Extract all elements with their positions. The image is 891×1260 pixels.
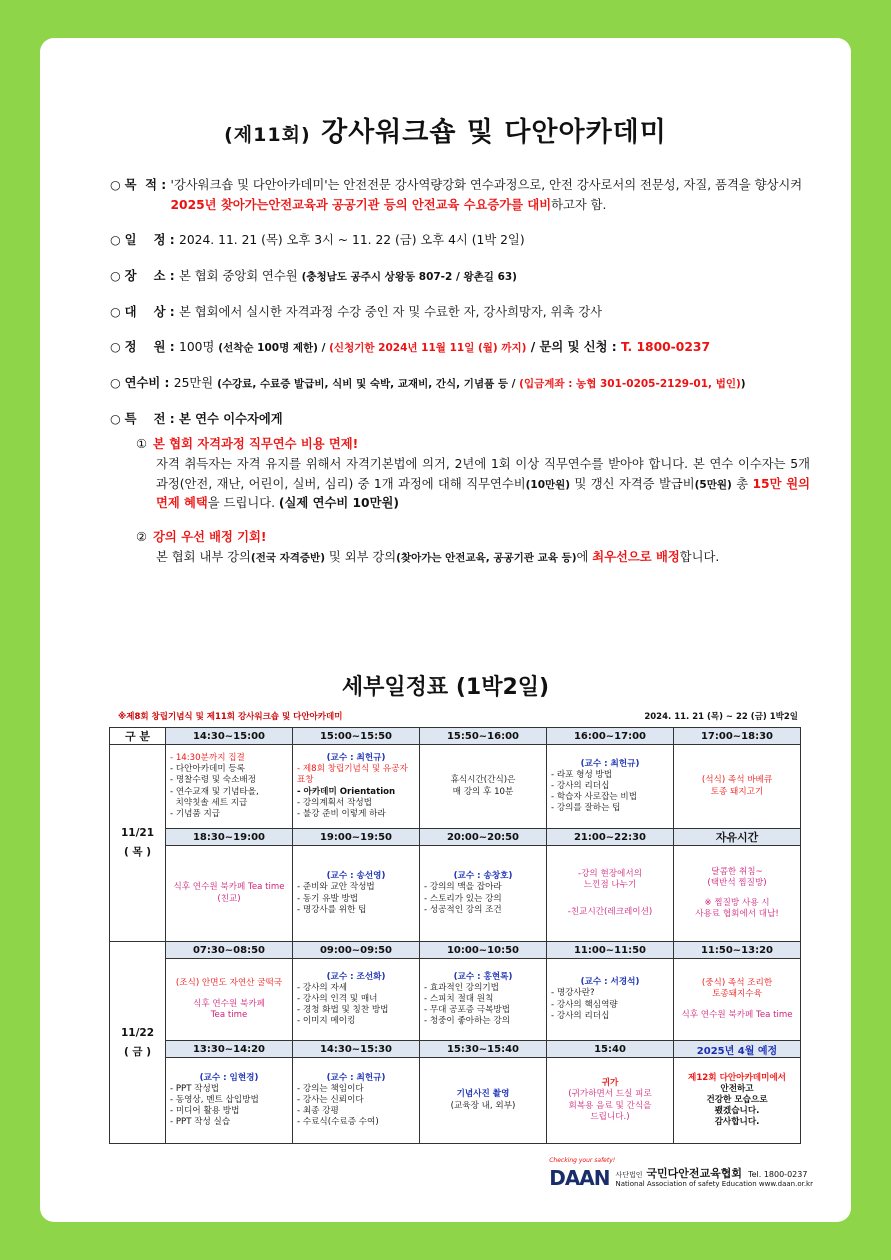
org-prefix: 사단법인 (615, 1170, 643, 1179)
session-line: (친교) (217, 893, 241, 904)
session-line: - 강의를 잘하는 팁 (551, 803, 621, 814)
target-label: ○ 대 상 : (110, 303, 179, 323)
session-line: - PPT 작성법 (170, 1083, 220, 1094)
day2-date: 11/22 (120, 1026, 155, 1039)
session-line: 기념사진 촬영 (456, 1089, 510, 1100)
date-label: ○ 일 정 : (110, 231, 179, 251)
time-header: 15:00~15:50 (293, 728, 420, 745)
session-line: 식후 연수원 북카페 (193, 998, 265, 1009)
session-line: - 경청 화법 및 칭찬 방법 (297, 1005, 389, 1016)
session-line: - PPT 작성 실습 (170, 1117, 231, 1128)
perk-2-text-d: 합니다. (679, 549, 720, 564)
session-line: - 이미지 메이킹 (297, 1016, 356, 1027)
capacity-note: (선착순 100명 제한) / (218, 342, 330, 355)
time-header: 13:30~14:20 (166, 1041, 293, 1058)
perk-2-title: 강의 우선 배정 기회! (153, 530, 267, 545)
session-line: -강의 현장에서의 (578, 868, 642, 879)
session-cell (293, 745, 420, 829)
logo-tagline: Checking your safety! (549, 1157, 616, 1164)
day2-weekday: ( 금 ) (123, 1045, 152, 1058)
daan-logo (549, 1157, 616, 1190)
fee-body (174, 374, 810, 394)
caption-dates: 2024. 11. 21 (목) ~ 22 (금) 1박2일 (644, 712, 798, 722)
perk-1-text (156, 455, 810, 514)
day1-cell (110, 745, 166, 942)
perk-1-text-c: 총 (731, 476, 753, 491)
capacity-body (179, 338, 810, 358)
session-line: - 스토리가 있는 강의 (424, 893, 502, 904)
session-cell (674, 1058, 801, 1144)
session-line: - 라포 형성 방법 (551, 769, 613, 780)
session-line: 식후 연수원 북카페 Tea time (173, 882, 285, 893)
session-cell (293, 1058, 420, 1144)
session-line: 달콤한 취침~ (711, 867, 763, 878)
perk-2-text-b: 및 외부 강의 (325, 549, 397, 564)
time-header: 21:00~22:30 (547, 829, 674, 846)
session-line: - 강사의 인격 및 매너 (297, 993, 378, 1004)
session-line: - 아카데미 Orientation (297, 786, 396, 797)
division-header: 구 분 (110, 728, 166, 745)
fee-close: ) (740, 378, 746, 391)
day1-weekday: ( 목 ) (123, 846, 152, 858)
perk-label: ○ 특 전 : (110, 410, 179, 430)
session-cell (420, 745, 547, 829)
footer (549, 1157, 813, 1190)
session-line: 매 강의 후 10분 (452, 786, 514, 797)
session-line: (교육장 내, 외부) (450, 1100, 516, 1111)
session-line: (택반석 찜질방) (707, 878, 767, 889)
perk-1-actual-fee: (실제 연수비 10만원) (278, 496, 399, 511)
session-line: - 명강사를 위한 팁 (297, 904, 367, 915)
session-cell (166, 846, 293, 942)
purpose-item (110, 176, 810, 215)
session-line: 토종돼지수육 (712, 988, 762, 999)
time-header: 2025년 4월 예정 (674, 1041, 801, 1058)
org-website: www.daan.or.kr (758, 1180, 813, 1189)
perk-2-number: ② (136, 530, 148, 545)
perk-item (110, 410, 810, 430)
org-tel: Tel. 1800-0237 (748, 1169, 808, 1179)
session-line: 사용료 협회에서 대납! (695, 908, 779, 919)
session-line: - 강의의 맥을 잡아라 (424, 882, 502, 893)
perk-2-text-c: 에 (576, 549, 593, 564)
caption-event: ※제8회 창립기념식 및 제11회 강사워크숍 및 다안아카데미 (118, 712, 343, 722)
place-text: 본 협회 중앙회 연수원 (179, 269, 302, 284)
session-line: - 강사의 리더십 (551, 1010, 610, 1021)
session-line: 휴식시간(간식)은 (450, 775, 516, 786)
time-header: 09:00~09:50 (293, 942, 420, 959)
session-line: 감사합니다. (714, 1117, 760, 1128)
session-line: 뵀겠습니다. (714, 1106, 760, 1117)
session-line: - 미디어 활용 방법 (170, 1106, 240, 1117)
fee-label: ○ 연수비 : (110, 374, 174, 394)
perk-2-heading (136, 528, 810, 548)
time-header: 19:00~19:50 (293, 829, 420, 846)
session-line: - 스피치 절대 원칙 (424, 993, 494, 1004)
schedule-table (109, 727, 801, 1144)
session-line: Tea time (210, 1010, 248, 1021)
session-cell (420, 1058, 547, 1144)
session-line: - 명찰수령 및 숙소배정 (170, 775, 257, 786)
contact-phone: T. 1800-0237 (620, 340, 711, 355)
capacity-text: 100명 (179, 340, 219, 355)
session-line: - 강사의 핵심역량 (551, 999, 618, 1010)
session-line: - 동영상, 멘트 삽입방법 (170, 1094, 259, 1105)
session-cell (420, 959, 547, 1041)
perk-2-highlight: 최우선으로 배정 (592, 549, 680, 564)
table-row (110, 745, 801, 829)
session-line: 토종 돼지고기 (710, 786, 764, 797)
session-line: - 제8회 창립기념식 및 유공자 표창 (297, 764, 408, 786)
session-cell (293, 959, 420, 1041)
place-body (179, 267, 810, 287)
session-line: (석식) 족석 바베큐 (701, 775, 773, 786)
page-title (40, 110, 851, 149)
perk-1-highlight: 15만 원의 면제 혜택 (156, 476, 810, 511)
session-cell (293, 846, 420, 942)
target-item (110, 303, 810, 323)
date-item (110, 231, 810, 251)
table-row (110, 959, 801, 1041)
session-line: - 동기 유발 방법 (297, 893, 359, 904)
schedule-title: 세부일정표 (1박2일) (341, 675, 550, 700)
day1-date: 11/21 (120, 827, 155, 840)
title-main: 강사워크숍 및 다안아카데미 (321, 117, 667, 148)
fee-text: 25만원 (173, 376, 218, 391)
session-line: ※ 찜질방 사용 시 (704, 897, 770, 908)
org-name: 국민다안전교육협회 (646, 1166, 743, 1180)
time-header: 11:00~11:50 (547, 942, 674, 959)
session-line: -친교시간(레크레이션) (567, 907, 653, 918)
perk-1-text-b: 및 갱신 자격증 발급비 (570, 476, 695, 491)
instructor-label: (교수 : 송선영) (326, 871, 386, 882)
time-header: 14:30~15:00 (166, 728, 293, 745)
instructor-label: (교수 : 임현경) (199, 1072, 259, 1083)
session-line: - 14:30분까지 집결 (170, 752, 245, 763)
session-line: 회복용 음료 및 간식을 (568, 1100, 652, 1111)
capacity-label: ○ 정 원 : (110, 338, 179, 358)
time-header: 11:50~13:20 (674, 942, 801, 959)
table-row (110, 1058, 801, 1144)
time-header: 15:50~16:00 (420, 728, 547, 745)
perk-1-text-d: 을 드립니다. (207, 496, 279, 511)
session-cell (420, 846, 547, 942)
purpose-body (170, 176, 810, 215)
title-prefix: (제11회) (224, 124, 311, 146)
perk-1-amount-a: (10만원) (525, 478, 571, 491)
time-header: 20:00~20:50 (420, 829, 547, 846)
session-line: - 기념품 지급 (170, 808, 221, 819)
instructor-label: (교수 : 홍현록) (453, 971, 513, 982)
session-cell (547, 1058, 674, 1144)
place-address: (충청남도 공주시 상왕동 807-2 / 왕촌길 63) (301, 271, 517, 284)
session-line: - 명강사란? (551, 988, 595, 999)
instructor-label: (교수 : 최헌규) (326, 752, 386, 763)
session-line: - 최종 강평 (297, 1106, 339, 1117)
instructor-label: (교수 : 최헌규) (580, 758, 640, 769)
session-line: - 강의계획서 작성법 (297, 797, 372, 808)
time-header: 자유시간 (674, 829, 801, 846)
purpose-label: ○ 목 적 : (110, 176, 170, 215)
perk-2-text (156, 548, 810, 568)
capacity-deadline: (신청기한 2024년 11월 11일 (월) 까지) (329, 342, 527, 355)
session-line: - 수료식(수료증 수여) (297, 1117, 379, 1128)
session-line: - 준비와 교안 작성법 (297, 882, 375, 893)
target-text: 본 협회에서 실시한 자격과정 수강 중인 자 및 수료한 자, 강사희망자, 위촉 강사 (179, 304, 602, 319)
time-header: 15:30~15:40 (420, 1041, 547, 1058)
perk-1 (136, 435, 810, 514)
session-line: - 효과적인 강의기법 (424, 982, 499, 993)
perk-1-title: 본 협회 자격과정 직무연수 비용 면제! (153, 437, 359, 452)
perk-2-note-b: (찾아가는 안전교육, 공공기관 교육 등) (396, 551, 577, 564)
session-line: - 학습자 사로잡는 비법 (551, 792, 638, 803)
logo-text: DAAN (549, 1166, 610, 1190)
session-line: 건강한 모습으로 (706, 1094, 768, 1105)
session-line: (조식) 안면도 자연산 굴떡국 (175, 977, 283, 988)
session-line: - 강사의 리더십 (551, 780, 610, 791)
purpose-text-end: 하고자 함. (551, 197, 607, 212)
day2-cell (110, 942, 166, 1144)
fee-includes: (수강료, 수료증 발급비, 식비 및 숙박, 교재비, 간식, 기념품 등 / (217, 378, 520, 391)
header-row (110, 1041, 801, 1058)
session-cell (166, 1058, 293, 1144)
date-text: 2024. 11. 21 (목) 오후 3시 ~ 11. 22 (금) 오후 4시 (1박 2일) (179, 233, 525, 248)
session-cell (547, 745, 674, 829)
perk-1-heading (136, 435, 810, 455)
instructor-label: (교수 : 최헌규) (326, 1072, 386, 1083)
perk-1-text-a: 자격 취득자는 자격 유지를 위해서 자격기본법에 의거, 2년에 1회 이상 직무연수를 받아야 합니다. 본 연수 이수자는 5개 과정(안전, 재난, 어린이, 실버, 심리) 중 1개 과정에 대해 직무연수비 (156, 457, 810, 491)
session-line: - 불강 준비 이렇게 하라 (297, 808, 386, 819)
session-cell (547, 846, 674, 942)
time-header: 18:30~19:00 (166, 829, 293, 846)
session-line: 안전하고 (720, 1083, 754, 1094)
purpose-text: '강사워크숍 및 다안아카데미'는 안전전문 강사역량강화 연수과정으로, 안전 강사로서의 전문성, 자질, 품격을 향상시켜 (170, 178, 803, 192)
perk-2 (136, 528, 810, 567)
contact-label: / 문의 및 신청 : (526, 340, 621, 355)
session-line: (귀가하면서 드실 피로 (568, 1089, 652, 1100)
time-header: 15:40 (547, 1041, 674, 1058)
session-line: - 강사의 자세 (297, 982, 348, 993)
table-row (110, 846, 801, 942)
document-page (40, 38, 851, 1222)
session-cell (166, 745, 293, 829)
session-line: (중식) 족석 조리한 (701, 977, 773, 988)
perk-1-number: ① (136, 437, 148, 452)
header-row-day1 (110, 728, 801, 745)
session-cell (166, 959, 293, 1041)
session-line: 귀가 (601, 1078, 619, 1089)
capacity-item (110, 338, 810, 358)
time-header: 10:00~10:50 (420, 942, 547, 959)
purpose-highlight: 2025년 찾아가는안전교육과 공공기관 등의 안전교육 수요증가를 대비 (170, 197, 552, 212)
time-header: 17:00~18:30 (674, 728, 801, 745)
session-line: - 강사는 신뢰이다 (297, 1094, 364, 1105)
org-english: National Association of safety Education (615, 1180, 757, 1189)
session-line: 제12회 다안아카데미에서 (688, 1072, 786, 1083)
session-line: 식후 연수원 북카페 Tea time (681, 1010, 793, 1021)
schedule-caption (118, 710, 798, 722)
session-line: - 다안아카데미 등록 (170, 764, 245, 775)
instructor-label: (교수 : 서경석) (580, 977, 640, 988)
session-line: - 무대 공포증 극복방법 (424, 1005, 511, 1016)
session-line: - 강의는 책임이다 (297, 1083, 364, 1094)
time-header: 07:30~08:50 (166, 942, 293, 959)
time-header: 16:00~17:00 (547, 728, 674, 745)
session-cell (674, 846, 801, 942)
perk-2-text-a: 본 협회 내부 강의 (156, 549, 251, 564)
perk-text: 본 연수 이수자에게 (179, 411, 283, 426)
session-line: - 연수교재 및 기념타올, (170, 786, 259, 797)
session-cell (674, 745, 801, 829)
org-info (616, 1168, 813, 1189)
place-label: ○ 장 소 : (110, 267, 179, 287)
perk-1-amount-b: (5만원) (694, 478, 732, 491)
session-line: 드립니다.) (590, 1111, 630, 1122)
perk-2-note-a: (전국 자격증반) (250, 551, 326, 564)
session-line: 느낀점 나누기 (583, 879, 637, 890)
time-header: 14:30~15:30 (293, 1041, 420, 1058)
session-cell (547, 959, 674, 1041)
place-item (110, 267, 810, 287)
fee-item (110, 374, 810, 394)
session-line: 치약칫솔 세트 지급 (170, 797, 248, 808)
instructor-label: (교수 : 조선화) (326, 971, 386, 982)
session-line: - 성공적인 강의 조건 (424, 904, 502, 915)
info-list (110, 176, 810, 567)
session-cell (674, 959, 801, 1041)
header-row-day2 (110, 942, 801, 959)
session-line: - 청중이 좋아하는 강의 (424, 1016, 511, 1027)
header-row (110, 829, 801, 846)
instructor-label: (교수 : 송창호) (453, 871, 513, 882)
fee-account: (입금계좌 : 농협 301-0205-2129-01, 법인) (519, 378, 741, 391)
